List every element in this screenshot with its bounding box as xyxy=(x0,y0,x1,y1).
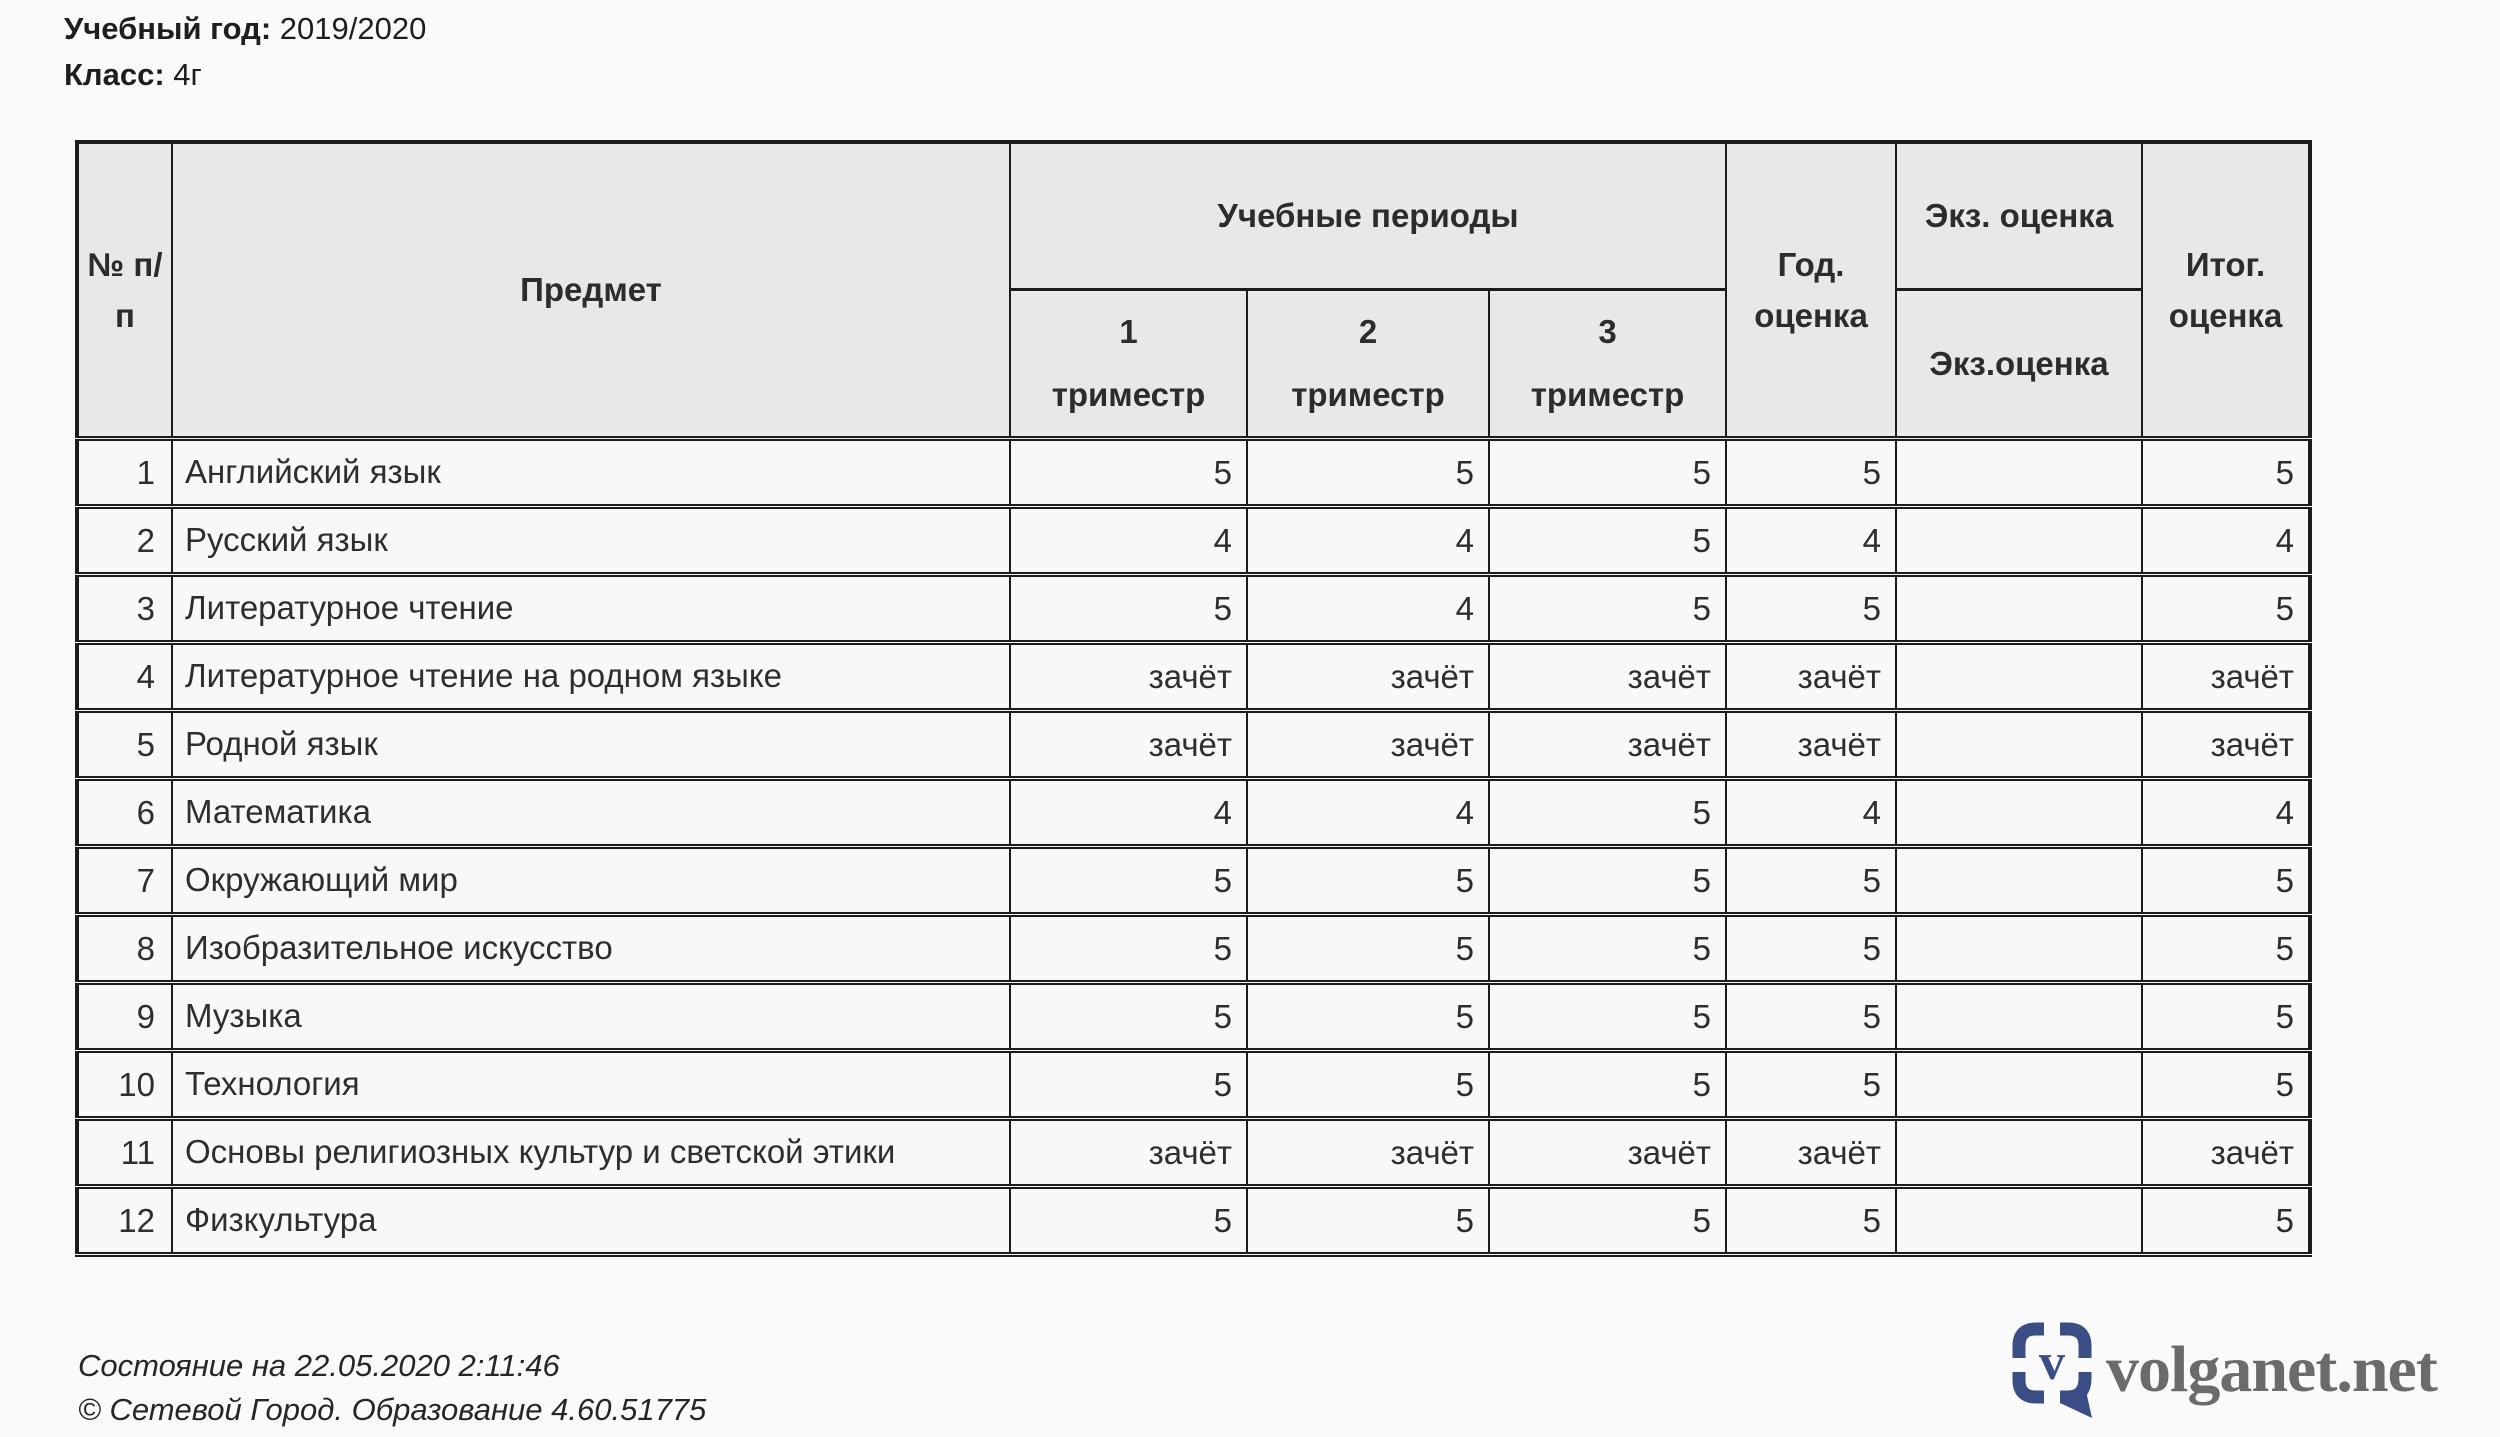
exam-grade-cell xyxy=(1896,983,2142,1051)
volganet-logo-text: volganet.net xyxy=(2106,1333,2437,1406)
exam-grade-cell xyxy=(1896,1119,2142,1187)
trimester-1-grade-cell: 5 xyxy=(1010,847,1247,915)
logo-letter-v: v xyxy=(2039,1334,2065,1391)
row-number-cell: 12 xyxy=(77,1187,172,1255)
table-row xyxy=(77,507,2310,575)
final-grade-cell: 5 xyxy=(2142,439,2310,507)
final-grade-cell: 5 xyxy=(2142,847,2310,915)
trimester-2-grade-cell: 4 xyxy=(1247,779,1489,847)
row-number-cell: 5 xyxy=(77,711,172,779)
trimester-3-grade-cell: 5 xyxy=(1489,1187,1726,1255)
subject-cell: Технология xyxy=(172,1051,1010,1119)
trimester-2-grade-cell: зачёт xyxy=(1247,1119,1489,1187)
table-row xyxy=(77,779,2310,847)
col-header-trimester-1 xyxy=(1010,290,1247,439)
trimester-1-grade-cell: 5 xyxy=(1010,439,1247,507)
subject-cell: Окружающий мир xyxy=(172,847,1010,915)
trimester-1-grade-cell: 5 xyxy=(1010,1187,1247,1255)
year-grade-cell: 5 xyxy=(1726,983,1896,1051)
trimester-3-name: триместр xyxy=(1530,375,1685,413)
final-grade-cell: зачёт xyxy=(2142,711,2310,779)
row-number-cell: 7 xyxy=(77,847,172,915)
final-grade-cell: 5 xyxy=(2142,575,2310,643)
subject-cell: Физкультура xyxy=(172,1187,1010,1255)
trimester-3-grade-cell: 5 xyxy=(1489,779,1726,847)
trimester-3-grade-cell: 5 xyxy=(1489,847,1726,915)
trimester-3-grade-cell: 5 xyxy=(1489,439,1726,507)
final-grade-cell: зачёт xyxy=(2142,643,2310,711)
volganet-watermark xyxy=(2012,1322,2437,1422)
final-grade-cell: 5 xyxy=(2142,1051,2310,1119)
col-header-exam-grade: Экз. оценка xyxy=(1896,142,2142,290)
exam-grade-cell xyxy=(1896,915,2142,983)
trimester-3-grade-cell: зачёт xyxy=(1489,711,1726,779)
trimester-2-grade-cell: зачёт xyxy=(1247,711,1489,779)
row-number-cell: 1 xyxy=(77,439,172,507)
year-grade-cell: зачёт xyxy=(1726,1119,1896,1187)
trimester-3-grade-cell: 5 xyxy=(1489,1051,1726,1119)
trimester-3-grade-cell: 5 xyxy=(1489,983,1726,1051)
trimester-1-grade-cell: зачёт xyxy=(1010,643,1247,711)
trimester-3-grade-cell: 5 xyxy=(1489,915,1726,983)
volganet-logo-icon xyxy=(2012,1322,2094,1422)
trimester-3-grade-cell: зачёт xyxy=(1489,643,1726,711)
subject-cell: Русский язык xyxy=(172,507,1010,575)
year-grade-cell: 4 xyxy=(1726,507,1896,575)
row-number-cell: 8 xyxy=(77,915,172,983)
col-header-trimester-3 xyxy=(1489,290,1726,439)
final-grade-cell: 4 xyxy=(2142,507,2310,575)
trimester-2-grade-cell: 4 xyxy=(1247,507,1489,575)
final-grade-cell: зачёт xyxy=(2142,1119,2310,1187)
exam-grade-cell xyxy=(1896,847,2142,915)
subject-cell: Литературное чтение xyxy=(172,575,1010,643)
col-header-trimester-2 xyxy=(1247,290,1489,439)
row-number-cell: 2 xyxy=(77,507,172,575)
col-header-study-periods: Учебные периоды xyxy=(1010,142,1726,290)
exam-grade-cell xyxy=(1896,507,2142,575)
exam-grade-cell xyxy=(1896,575,2142,643)
trimester-2-grade-cell: зачёт xyxy=(1247,643,1489,711)
trimester-3-grade-cell: 5 xyxy=(1489,575,1726,643)
col-header-year-grade: Год. оценка xyxy=(1726,142,1896,439)
trimester-1-grade-cell: 5 xyxy=(1010,983,1247,1051)
academic-year-line xyxy=(64,6,426,52)
academic-year-value: 2019/2020 xyxy=(279,11,427,46)
exam-grade-cell xyxy=(1896,711,2142,779)
subject-cell: Родной язык xyxy=(172,711,1010,779)
trimester-1-grade-cell: зачёт xyxy=(1010,711,1247,779)
trimester-1-grade-cell: 5 xyxy=(1010,575,1247,643)
subject-cell: Основы религиозных культур и светской этики xyxy=(172,1119,1010,1187)
row-number-cell: 3 xyxy=(77,575,172,643)
trimester-2-grade-cell: 5 xyxy=(1247,1187,1489,1255)
table-row xyxy=(77,915,2310,983)
trimester-2-grade-cell: 4 xyxy=(1247,575,1489,643)
trimester-1-grade-cell: 5 xyxy=(1010,1051,1247,1119)
final-grade-cell: 5 xyxy=(2142,1187,2310,1255)
trimester-3-grade-cell: зачёт xyxy=(1489,1119,1726,1187)
year-grade-cell: зачёт xyxy=(1726,643,1896,711)
year-grade-cell: 5 xyxy=(1726,1051,1896,1119)
subject-cell: Музыка xyxy=(172,983,1010,1051)
year-grade-cell: 5 xyxy=(1726,1187,1896,1255)
trimester-2-grade-cell: 5 xyxy=(1247,983,1489,1051)
trimester-1-grade-cell: 5 xyxy=(1010,915,1247,983)
status-timestamp: Состояние на 22.05.2020 2:11:46 xyxy=(78,1348,560,1383)
exam-grade-cell xyxy=(1896,643,2142,711)
year-grade-cell: 5 xyxy=(1726,439,1896,507)
class-line xyxy=(64,52,426,98)
table-row xyxy=(77,439,2310,507)
table-row xyxy=(77,983,2310,1051)
table-row xyxy=(77,1187,2310,1255)
col-header-number: № п/п xyxy=(77,142,172,439)
trimester-1-grade-cell: 4 xyxy=(1010,507,1247,575)
table-row xyxy=(77,575,2310,643)
exam-grade-cell xyxy=(1896,1187,2142,1255)
copyright-version: © Сетевой Город. Образование 4.60.51775 xyxy=(78,1392,707,1427)
final-grade-cell: 5 xyxy=(2142,983,2310,1051)
row-number-cell: 4 xyxy=(77,643,172,711)
col-header-exam-grade-sub: Экз.оценка xyxy=(1896,290,2142,439)
final-grade-cell: 5 xyxy=(2142,915,2310,983)
class-label: Класс: xyxy=(64,57,165,92)
year-grade-cell: 4 xyxy=(1726,779,1896,847)
trimester-1-number: 1 xyxy=(1119,312,1138,350)
exam-grade-cell xyxy=(1896,1051,2142,1119)
subject-cell: Английский язык xyxy=(172,439,1010,507)
trimester-1-grade-cell: 4 xyxy=(1010,779,1247,847)
year-grade-cell: 5 xyxy=(1726,575,1896,643)
year-grade-cell: 5 xyxy=(1726,915,1896,983)
trimester-2-grade-cell: 5 xyxy=(1247,847,1489,915)
row-number-cell: 6 xyxy=(77,779,172,847)
table-row xyxy=(77,711,2310,779)
subject-cell: Математика xyxy=(172,779,1010,847)
final-grade-cell: 4 xyxy=(2142,779,2310,847)
trimester-3-grade-cell: 5 xyxy=(1489,507,1726,575)
subject-cell: Литературное чтение на родном языке xyxy=(172,643,1010,711)
trimester-2-number: 2 xyxy=(1358,312,1378,350)
exam-grade-cell xyxy=(1896,439,2142,507)
table-row xyxy=(77,1051,2310,1119)
table-row xyxy=(77,847,2310,915)
col-header-final-grade: Итог. оценка xyxy=(2142,142,2310,439)
subject-cell: Изобразительное искусство xyxy=(172,915,1010,983)
trimester-2-name: триместр xyxy=(1291,375,1445,413)
table-row xyxy=(77,1119,2310,1187)
grades-table xyxy=(75,140,2312,1257)
trimester-2-grade-cell: 5 xyxy=(1247,915,1489,983)
trimester-2-grade-cell: 5 xyxy=(1247,1051,1489,1119)
row-number-cell: 10 xyxy=(77,1051,172,1119)
trimester-3-number: 3 xyxy=(1598,312,1617,350)
row-number-cell: 9 xyxy=(77,983,172,1051)
year-grade-cell: 5 xyxy=(1726,847,1896,915)
trimester-1-name: триместр xyxy=(1051,375,1206,413)
grades-table-body xyxy=(77,439,2310,1255)
exam-grade-cell xyxy=(1896,779,2142,847)
report-meta xyxy=(64,6,426,98)
year-grade-cell: зачёт xyxy=(1726,711,1896,779)
class-value: 4г xyxy=(173,57,202,92)
table-row xyxy=(77,643,2310,711)
row-number-cell: 11 xyxy=(77,1119,172,1187)
col-header-subject: Предмет xyxy=(172,142,1010,439)
trimester-2-grade-cell: 5 xyxy=(1247,439,1489,507)
grades-table-container xyxy=(75,140,2312,1257)
academic-year-label: Учебный год: xyxy=(64,11,272,46)
trimester-1-grade-cell: зачёт xyxy=(1010,1119,1247,1187)
